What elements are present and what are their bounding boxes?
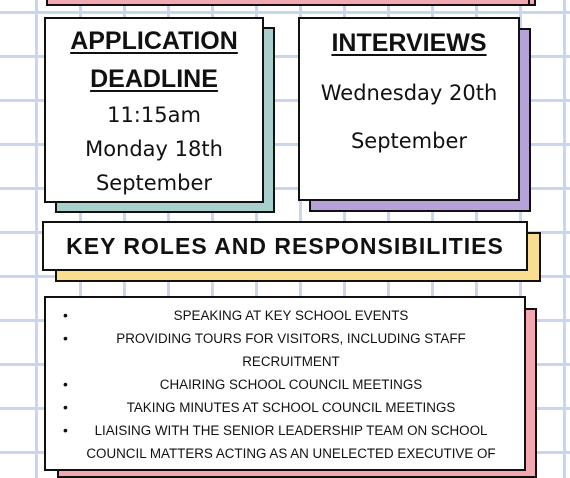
responsibilities-list [46,304,524,465]
deadline-heading-line1: APPLICATION [70,27,238,55]
deadline-heading-line2: DEADLINE [90,65,218,93]
top-banner [46,0,530,6]
list-item: • PROVIDING TOURS FOR VISITORS, INCLUDING STAFF RECRUITMENT [46,327,524,373]
interviews-card [298,17,520,201]
interviews-day: Wednesday 20th [320,81,498,105]
responsibilities-card [44,296,526,471]
deadline-day: Monday 18th [85,137,223,161]
roles-title: KEY ROLES AND RESPONSIBILITIES [66,232,504,259]
list-item: • TAKING MINUTES AT SCHOOL COUNCIL MEETINGS [46,396,524,419]
interviews-month: September [350,129,468,153]
deadline-time: 11:15am [107,103,201,127]
deadline-heading [46,22,262,98]
list-item: • CHAIRING SCHOOL COUNCIL MEETINGS [46,373,524,396]
list-item: • LIAISING WITH THE SENIOR LEADERSHIP TEAM ON SCHOOL COUNCIL MATTERS ACTING AS AN UNELECTED EXECUTIVE OF [46,419,524,465]
roles-banner [42,221,528,271]
deadline-month: September [95,171,213,195]
deadline-card [44,17,264,203]
list-item: • SPEAKING AT KEY SCHOOL EVENTS [46,304,524,327]
interviews-heading: INTERVIEWS [331,29,487,57]
